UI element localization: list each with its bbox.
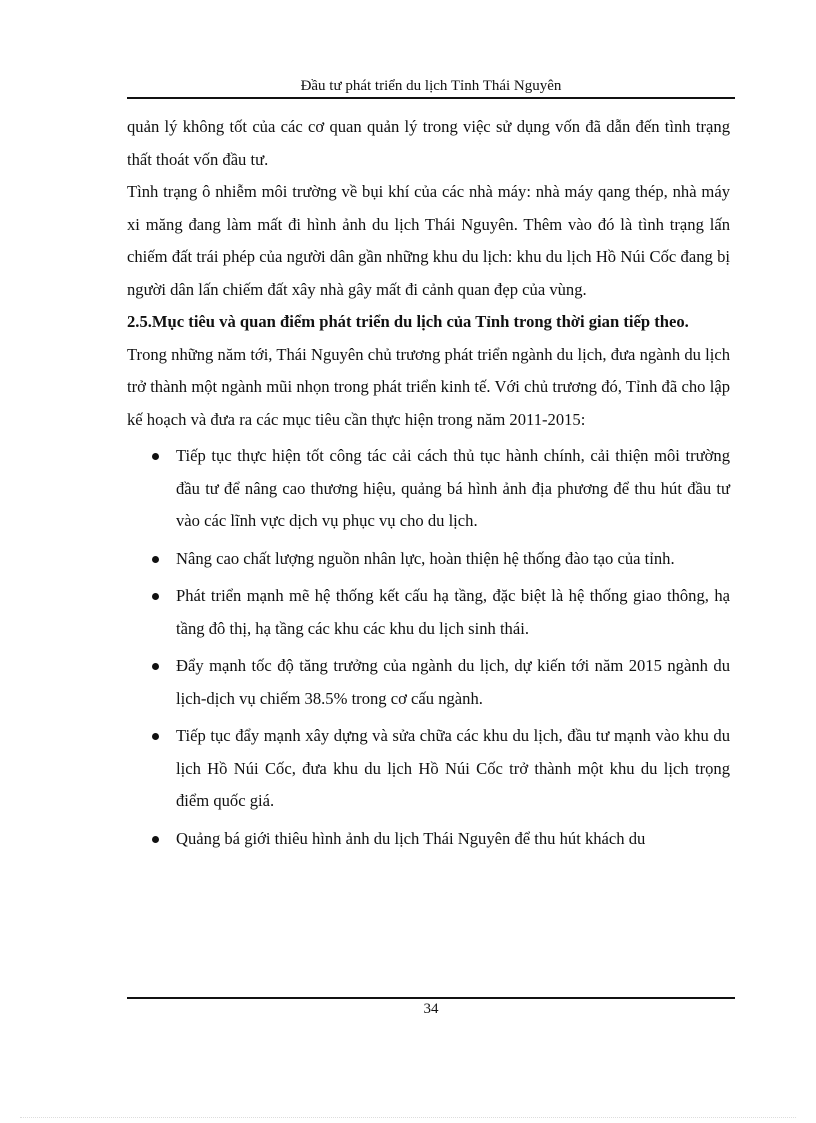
bullet-list (127, 440, 730, 855)
list-item (127, 580, 730, 645)
bullet-icon (152, 836, 159, 843)
bullet-icon (152, 453, 159, 460)
list-item (127, 720, 730, 818)
list-item-text: Tiếp tục thực hiện tốt công tác cải cách thủ tục hành chính, cải thiện môi trường đầu tư để nâng cao thương hiệu, quảng bá hình ảnh địa phương để thu hút đầu tư vào các lĩnh vực dịch vụ phục vụ cho du lịch. (176, 446, 730, 530)
list-item (127, 823, 730, 856)
running-header: Đầu tư phát triển du lịch Tỉnh Thái Nguyên (300, 78, 562, 94)
list-item (127, 650, 730, 715)
list-item (127, 440, 730, 538)
list-item-text: Tiếp tục đẩy mạnh xây dựng và sửa chữa các khu du lịch, đầu tư mạnh vào khu du lịch Hồ Núi Cốc, đưa khu du lịch Hồ Núi Cốc trở thành một khu du lịch trọng điểm quốc giá. (176, 726, 730, 810)
paragraph: Trong những năm tới, Thái Nguyên chủ trương phát triển ngành du lịch, đưa ngành du lịch trở thành một ngành mũi nhọn trong phát triển kinh tế. Với chủ trương đó, Tỉnh đã cho lập kế hoạch và đưa ra các mục tiêu cần thực hiện trong năm 2011-2015: (127, 344, 730, 429)
page-edge-divider (20, 1117, 796, 1118)
bullet-icon (152, 593, 159, 600)
header-divider (127, 97, 735, 99)
bullet-icon (152, 663, 159, 670)
bullet-icon (152, 733, 159, 740)
bullet-icon (152, 556, 159, 563)
page-body (127, 111, 730, 855)
list-item-text: Phát triển mạnh mẽ hệ thống kết cấu hạ tầng, đặc biệt là hệ thống giao thông, hạ tầng đô thị, hạ tầng các khu các khu du lịch sinh thái. (176, 586, 730, 638)
list-item-text: Đẩy mạnh tốc độ tăng trưởng của ngành du lịch, dự kiến tới năm 2015 ngành du lịch-dịch vụ chiếm 38.5% trong cơ cấu ngành. (176, 656, 730, 708)
paragraph: quản lý không tốt của các cơ quan quản lý trong việc sử dụng vốn đã dẫn đến tình trạng thất thoát vốn đầu tư. (127, 117, 730, 169)
paragraph: Tình trạng ô nhiễm môi trường về bụi khí của các nhà máy: nhà máy qang thép, nhà máy xi măng đang làm mất đi hình ảnh du lịch Thái Nguyên. Thêm vào đó là tình trạng lấn chiếm đất trái phép của người dân gần những khu du lịch: khu du lịch Hồ Núi Cốc đang bị người dân lấn chiếm đất xây nhà gây mất đi cảnh quan đẹp của vùng. (127, 182, 730, 299)
list-item (127, 543, 730, 576)
page-number: 34 (423, 1001, 439, 1017)
section-heading: 2.5.Mục tiêu và quan điểm phát triển du lịch của Tỉnh trong thời gian tiếp theo. (127, 312, 689, 331)
list-item-text: Nâng cao chất lượng nguồn nhân lực, hoàn thiện hệ thống đào tạo của tỉnh. (176, 548, 675, 568)
list-item-text: Quảng bá giới thiêu hình ảnh du lịch Thái Nguyên để thu hút khách du (176, 828, 646, 848)
